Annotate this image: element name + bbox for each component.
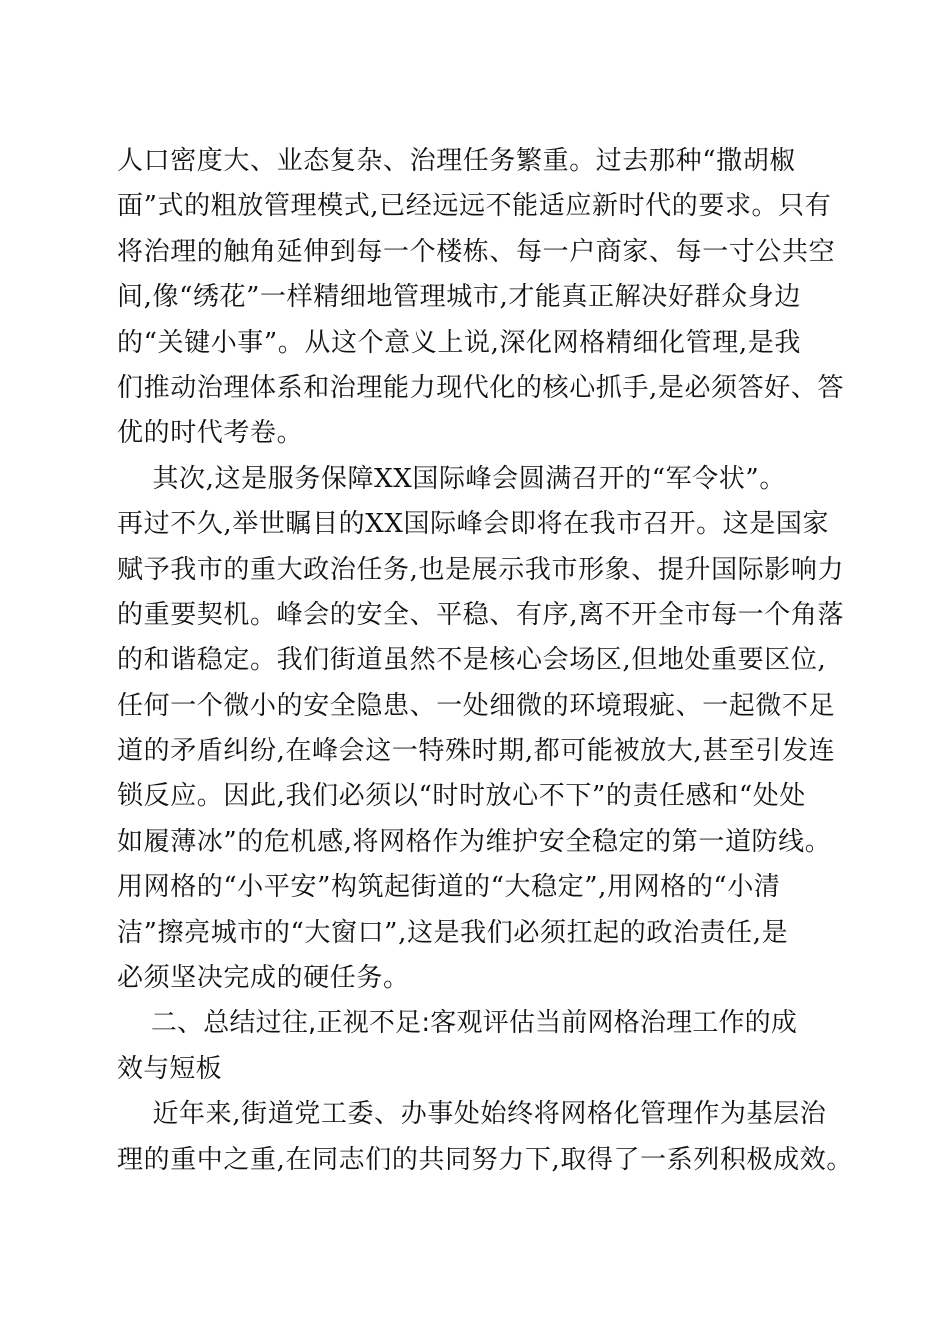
text-line: 如履薄冰”的危机感,将网格作为维护安全稳定的第一道防线。 <box>117 826 832 857</box>
section-heading: 二、总结过往,正视不足:客观评估当前网格治理工作的成 <box>117 1008 798 1039</box>
text-line: 用网格的“小平安”构筑起街道的“大稳定”,用网格的“小清 <box>117 872 781 903</box>
text-line: 间,像“绣花”一样精细地管理城市,才能真正解决好群众身边 <box>117 282 801 313</box>
text-line: 们推动治理体系和治理能力现代化的核心抓手,是必须答好、答 <box>117 372 845 403</box>
text-line: 的重要契机。峰会的安全、平稳、有序,离不开全市每一个角落 <box>117 599 845 630</box>
section-heading-continued: 效与短板 <box>117 1053 222 1084</box>
text-line: 人口密度大、业态复杂、治理任务繁重。过去那种“撒胡椒 <box>117 146 796 176</box>
paragraph-start-line: 其次,这是服务保障XX国际峰会圆满召开的“军令状”。 <box>117 463 786 494</box>
text-line: 理的重中之重,在同志们的共同努力下,取得了一系列积极成效。 <box>117 1144 853 1175</box>
text-line: 任何一个微小的安全隐患、一处细微的环境瑕疵、一起微不足 <box>117 690 836 721</box>
text-line: 再过不久,举世瞩目的XX国际峰会即将在我市召开。这是国家 <box>117 509 830 540</box>
text-line: 将治理的触角延伸到每一个楼栋、每一户商家、每一寸公共空 <box>117 236 836 267</box>
text-line: 的和谐稳定。我们街道虽然不是核心会场区,但地处重要区位, <box>117 645 827 676</box>
text-line: 洁”擦亮城市的“大窗口”,这是我们必须扛起的政治责任,是 <box>117 917 789 948</box>
body-text <box>117 136 853 1180</box>
text-line: 道的矛盾纠纷,在峰会这一特殊时期,都可能被放大,甚至引发连 <box>117 736 836 767</box>
text-line: 赋予我市的重大政治任务,也是展示我市形象、提升国际影响力 <box>117 554 845 585</box>
text-line: 必须坚决完成的硬任务。 <box>117 963 410 994</box>
text-line: 锁反应。因此,我们必须以“时时放心不下”的责任感和“处处 <box>117 781 806 812</box>
text-line: 的“关键小事”。从这个意义上说,深化网格精细化管理,是我 <box>117 327 801 358</box>
paragraph-start-line: 近年来,街道党工委、办事处始终将网格化管理作为基层治 <box>117 1099 827 1130</box>
text-line: 面”式的粗放管理模式,已经远远不能适应新时代的要求。只有 <box>117 191 832 222</box>
text-line: 优的时代考卷。 <box>117 418 304 449</box>
